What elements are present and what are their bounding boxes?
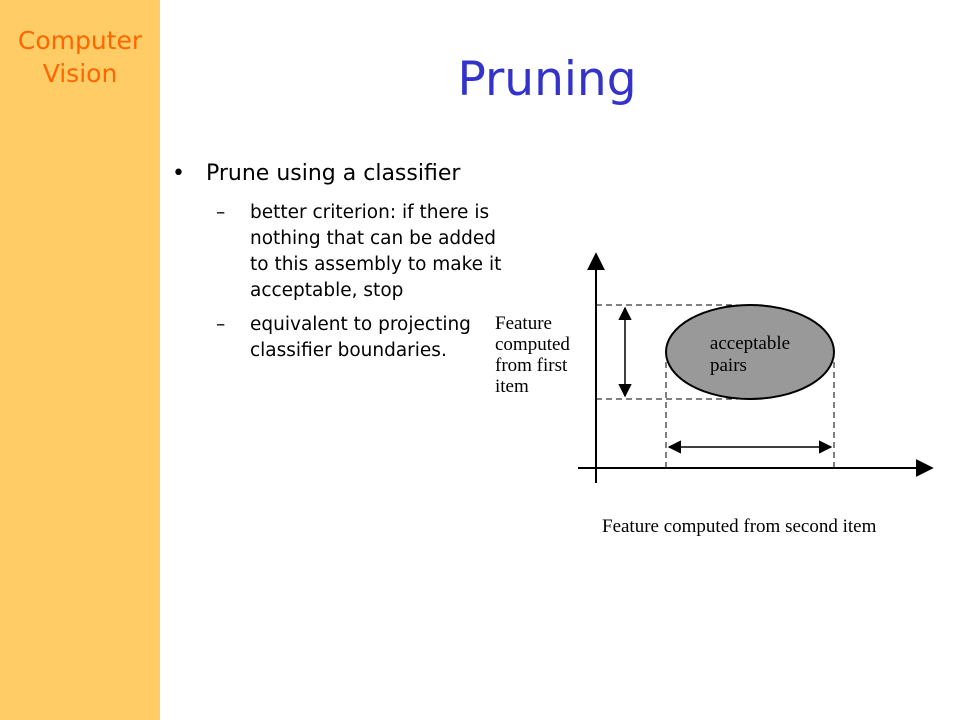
y-axis-label-line-3: from first bbox=[495, 355, 568, 376]
pruning-diagram bbox=[488, 240, 938, 560]
subbullet-text: equivalent to projecting classifier boundaries. bbox=[250, 314, 471, 361]
bullet-item bbox=[172, 158, 532, 190]
dash-icon: – bbox=[216, 314, 226, 335]
y-axis-label-line-4: item bbox=[495, 376, 529, 397]
brand-line-1: Computer bbox=[17, 26, 143, 55]
ellipse-label-line-2: pairs bbox=[710, 355, 747, 376]
subbullet-item bbox=[216, 200, 520, 304]
dash-icon: – bbox=[216, 202, 226, 223]
x-axis-label: Feature computed from second item bbox=[602, 516, 877, 537]
brand-title bbox=[0, 24, 160, 90]
subbullet-item bbox=[216, 312, 520, 364]
sidebar bbox=[0, 0, 160, 720]
y-axis-label-line-1: Feature bbox=[495, 313, 552, 334]
brand-line-2: Vision bbox=[42, 59, 118, 88]
bullet-list bbox=[172, 158, 532, 364]
bullet-text: Prune using a classifier bbox=[206, 161, 461, 186]
bullet-dot-icon: • bbox=[172, 161, 185, 186]
subbullet-text: better criterion: if there is nothing that can be added to this assembly to make it acceptable, stop bbox=[250, 202, 502, 301]
slide-title: Pruning bbox=[457, 52, 637, 107]
ellipse-label-line-1: acceptable bbox=[709, 333, 791, 354]
y-axis-label-line-2: computed bbox=[495, 334, 570, 355]
